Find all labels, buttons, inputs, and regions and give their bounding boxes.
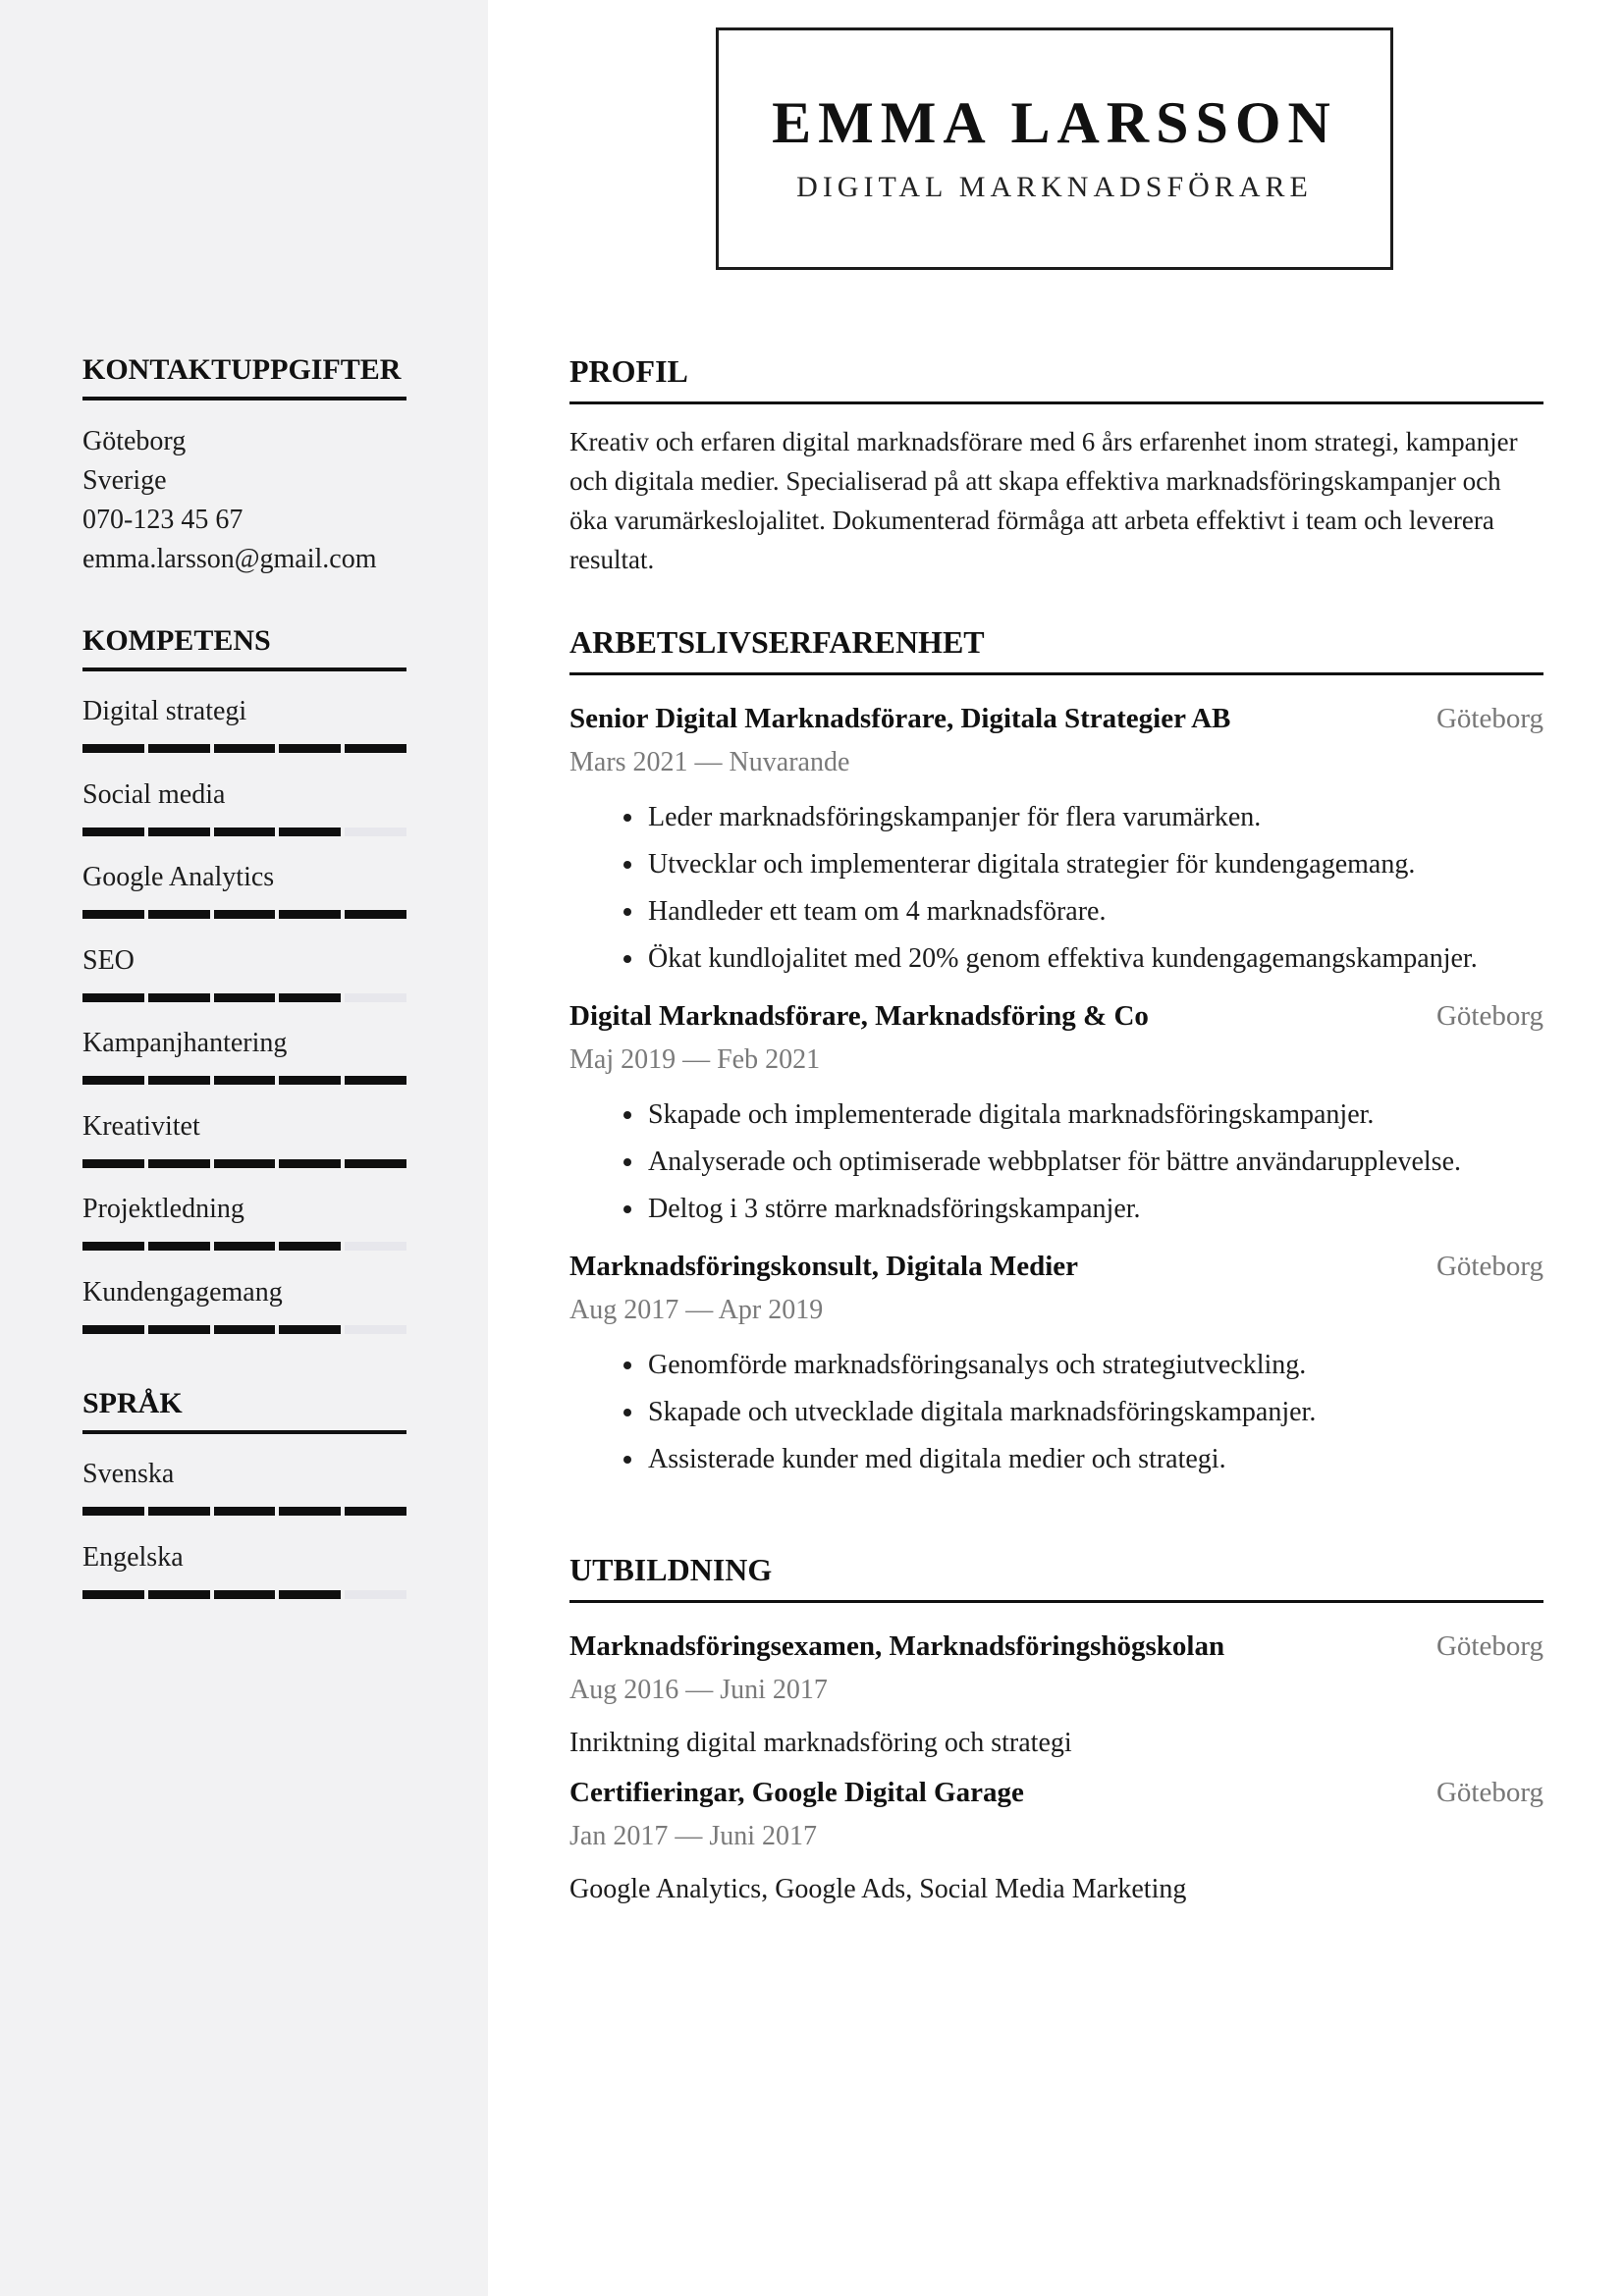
job-entry: [569, 1251, 1543, 1483]
level-segment-empty: [345, 828, 406, 836]
level-segment-filled: [82, 744, 144, 753]
level-segment-filled: [279, 828, 341, 836]
skill-name: Social media: [82, 778, 226, 810]
job-header: [569, 1000, 1543, 1033]
languages-heading: SPRÅK: [82, 1387, 406, 1434]
job-location: Göteborg: [1435, 703, 1543, 734]
contact-city: Göteborg: [82, 426, 187, 456]
name-header-box: [716, 27, 1393, 270]
education-header: [569, 1777, 1543, 1809]
job-bullets: [569, 1092, 1543, 1233]
level-segment-filled: [214, 1507, 276, 1516]
education-header: [569, 1630, 1543, 1663]
level-segment-filled: [214, 1590, 276, 1599]
education-location: Göteborg: [1435, 1630, 1543, 1662]
skill-name: Google Analytics: [82, 862, 275, 892]
level-bar: [82, 828, 406, 836]
profile-heading: PROFIL: [569, 353, 1543, 404]
education-description: Inriktning digital marknadsföring och strategi: [569, 1728, 1072, 1758]
level-segment-filled: [279, 1076, 341, 1085]
level-segment-filled: [279, 1159, 341, 1168]
level-bar: [82, 910, 406, 919]
skill-item: [82, 778, 406, 862]
level-segment-empty: [345, 993, 406, 1002]
level-segment-empty: [345, 1325, 406, 1334]
level-segment-filled: [345, 1076, 406, 1085]
education-heading: UTBILDNING: [569, 1552, 1543, 1603]
sidebar-content: [82, 353, 406, 1624]
skill-name: Projektledning: [82, 1194, 244, 1224]
job-bullet: • Handleder ett team om 4 marknadsförare.: [646, 888, 1543, 935]
job-bullet: • Analyserade och optimiserade webbplatser för bättre användarupplevelse.: [646, 1139, 1543, 1186]
level-segment-filled: [214, 1242, 276, 1251]
skills-heading: KOMPETENS: [82, 624, 406, 671]
level-segment-filled: [148, 744, 210, 753]
level-segment-filled: [148, 993, 210, 1002]
level-segment-filled: [279, 744, 341, 753]
level-segment-filled: [214, 828, 276, 836]
level-bar: [82, 1242, 406, 1251]
level-segment-filled: [214, 1159, 276, 1168]
job-bullet: • Utvecklar och implementerar digitala strategier för kundengagemang.: [646, 841, 1543, 888]
skill-item: [82, 695, 406, 778]
job-dates: Aug 2017 — Apr 2019: [569, 1295, 824, 1325]
education-description: Google Analytics, Google Ads, Social Media Marketing: [569, 1874, 1187, 1904]
level-segment-filled: [279, 910, 341, 919]
level-bar: [82, 1507, 406, 1516]
level-segment-filled: [279, 1325, 341, 1334]
language-item: [82, 1458, 406, 1541]
experience-list: [569, 703, 1543, 1483]
education-list: [569, 1630, 1543, 1905]
language-name: Engelska: [82, 1541, 184, 1573]
level-segment-filled: [82, 828, 144, 836]
level-bar: [82, 744, 406, 753]
level-segment-filled: [345, 1507, 406, 1516]
level-segment-filled: [148, 1076, 210, 1085]
job-title: Senior Digital Marknadsförare, Digitala Strategier AB: [569, 703, 1231, 734]
education-dates: Jan 2017 — Juni 2017: [569, 1821, 817, 1851]
job-bullet: • Leder marknadsföringskampanjer för flera varumärken.: [646, 794, 1543, 841]
level-segment-filled: [82, 1076, 144, 1085]
job-entry: [569, 703, 1543, 983]
level-segment-filled: [148, 1325, 210, 1334]
education-entry: [569, 1630, 1543, 1759]
job-dates: Mars 2021 — Nuvarande: [569, 747, 850, 777]
education-title: Marknadsföringsexamen, Marknadsföringshögskolan: [569, 1630, 1225, 1662]
job-bullet: • Genomförde marknadsföringsanalys och strategiutveckling.: [646, 1342, 1543, 1389]
level-segment-filled: [148, 1159, 210, 1168]
skill-name: Kampanjhantering: [82, 1028, 288, 1058]
person-name: EMMA LARSSON: [772, 90, 1337, 155]
level-segment-filled: [214, 1325, 276, 1334]
job-bullet: • Skapade och implementerade digitala marknadsföringskampanjer.: [646, 1092, 1543, 1139]
level-segment-filled: [82, 1242, 144, 1251]
job-location: Göteborg: [1435, 1000, 1543, 1032]
language-item: [82, 1541, 406, 1625]
education-title: Certifieringar, Google Digital Garage: [569, 1777, 1024, 1808]
contact-country: Sverige: [82, 465, 167, 496]
job-bullet: • Skapade och utvecklade digitala marknadsföringskampanjer.: [646, 1389, 1543, 1436]
skill-item: [82, 1193, 406, 1276]
skill-item: [82, 1110, 406, 1194]
level-segment-filled: [345, 1159, 406, 1168]
level-segment-filled: [82, 993, 144, 1002]
skills-list: [82, 695, 406, 1359]
level-segment-empty: [345, 1242, 406, 1251]
skill-name: Kreativitet: [82, 1110, 200, 1142]
skill-name: Kundengagemang: [82, 1276, 283, 1308]
main-content: [569, 353, 1543, 1905]
job-title: Marknadsföringskonsult, Digitala Medier: [569, 1251, 1078, 1282]
level-bar: [82, 1590, 406, 1599]
education-dates: Aug 2016 — Juni 2017: [569, 1675, 828, 1705]
skill-item: [82, 1027, 406, 1110]
contact-email: emma.larsson@gmail.com: [82, 544, 377, 574]
education-location: Göteborg: [1435, 1777, 1543, 1808]
level-segment-filled: [214, 993, 276, 1002]
level-bar: [82, 993, 406, 1002]
level-segment-filled: [82, 1507, 144, 1516]
language-name: Svenska: [82, 1459, 175, 1489]
job-title: Digital Marknadsförare, Marknadsföring & Co: [569, 1000, 1149, 1032]
level-segment-filled: [279, 1590, 341, 1599]
level-segment-filled: [82, 910, 144, 919]
level-segment-filled: [214, 744, 276, 753]
level-segment-empty: [345, 1590, 406, 1599]
job-header: [569, 703, 1543, 735]
job-bullets: [569, 794, 1543, 983]
level-segment-filled: [82, 1159, 144, 1168]
level-bar: [82, 1159, 406, 1168]
contact-phone: 070-123 45 67: [82, 505, 244, 535]
job-header: [569, 1251, 1543, 1283]
skill-item: [82, 861, 406, 944]
level-segment-filled: [148, 1590, 210, 1599]
job-title-header: DIGITAL MARKNADSFÖRARE: [796, 171, 1313, 203]
level-segment-filled: [82, 1590, 144, 1599]
level-segment-filled: [279, 1507, 341, 1516]
languages-list: [82, 1458, 406, 1624]
level-segment-filled: [279, 1242, 341, 1251]
level-segment-filled: [148, 1242, 210, 1251]
job-bullet: • Deltog i 3 större marknadsföringskampanjer.: [646, 1186, 1543, 1233]
job-location: Göteborg: [1435, 1251, 1543, 1282]
job-bullet: • Ökat kundlojalitet med 20% genom effektiva kundengagemangskampanjer.: [646, 935, 1543, 983]
contact-heading: KONTAKTUPPGIFTER: [82, 353, 406, 400]
level-segment-filled: [148, 828, 210, 836]
level-segment-filled: [214, 910, 276, 919]
level-segment-filled: [279, 993, 341, 1002]
job-bullets: [569, 1342, 1543, 1483]
experience-heading: ARBETSLIVSERFARENHET: [569, 624, 1543, 675]
skill-item: [82, 944, 406, 1028]
level-segment-filled: [345, 910, 406, 919]
level-segment-filled: [82, 1325, 144, 1334]
level-bar: [82, 1325, 406, 1334]
level-segment-filled: [345, 744, 406, 753]
job-entry: [569, 1000, 1543, 1233]
job-bullet: • Assisterade kunder med digitala medier och strategi.: [646, 1436, 1543, 1483]
skill-item: [82, 1276, 406, 1360]
profile-text: Kreativ och erfaren digital marknadsförare med 6 års erfarenhet inom strategi, kampanjer och digitala medier. Specialiserad på att skapa effektiva marknadsföringskampanjer och öka varumärkeslojalitet. Dokumenterad förmåga att arbeta effektivt i team och leverera resultat.: [569, 427, 1518, 574]
job-dates: Maj 2019 — Feb 2021: [569, 1044, 821, 1075]
skill-name: SEO: [82, 944, 135, 976]
education-entry: [569, 1777, 1543, 1905]
level-segment-filled: [148, 1507, 210, 1516]
contact-list: [82, 422, 406, 579]
level-segment-filled: [214, 1076, 276, 1085]
level-bar: [82, 1076, 406, 1085]
skill-name: Digital strategi: [82, 696, 247, 726]
level-segment-filled: [148, 910, 210, 919]
